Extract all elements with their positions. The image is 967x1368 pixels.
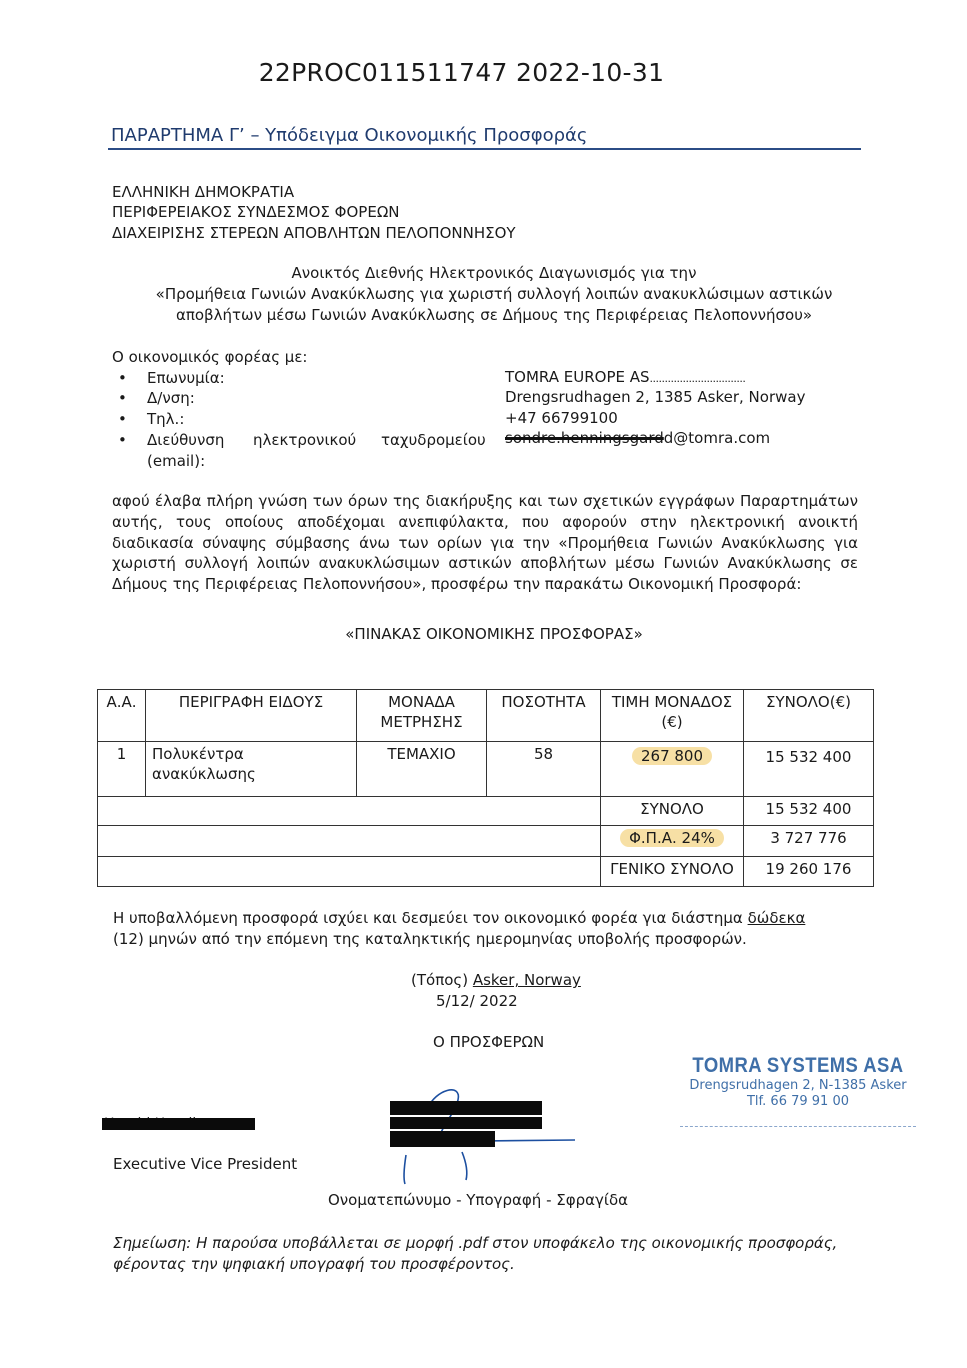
- signature-redaction-bar-2: [390, 1117, 542, 1129]
- bullet-icon: •: [118, 369, 127, 387]
- grand-total-label: ΓΕΝΙΚΟ ΣΥΝΟΛΟ: [601, 857, 744, 887]
- body-paragraph: αφού έλαβα πλήρη γνώση των όρων της διακήρυξης και των σχετικών εγγράφων Παραρτημάτων αυτής, τους οποίους αποδέχομαι ανεπιφύλακτα, που αφορούν στην ηλεκτρονική ανοικτή διαδικασία σύναψης σύμβασης άνω των ορίων για την «Προμήθεια Γωνιών Ανακύκλωσης για χωριστή συλλογή λοιπών ανακυκλώσιμων αστικών αποβλήτων μέσω Γωνιών Ανακύκλωσης σε Δήμους της Περιφέρειας Πελοποννήσου», προσφέρω την παρακάτω Οικονομική Προσφορά:: [112, 492, 858, 594]
- redacted-email-part: sondre.henningsgard: [505, 429, 664, 447]
- empty-cell: [98, 857, 601, 887]
- email-label-word-1: Διεύθυνση: [147, 431, 225, 449]
- offer-table: [97, 689, 874, 887]
- email-label-word-2: ηλεκτρονικού: [253, 431, 357, 449]
- company-stamp: TOMRA SYSTEMS ASA Drengsrudhagen 2, N-1385 Asker Tlf. 66 79 91 00: [689, 1054, 907, 1109]
- table-header-row: [98, 690, 874, 742]
- table-title: «ΠΙΝΑΚΑΣ ΟΙΚΟΝΟΜΙΚΗΣ ΠΡΟΣΦΟΡΑΣ»: [345, 625, 643, 643]
- subtotal-value: 15 532 400: [744, 797, 874, 826]
- highlighted-vat: Φ.Π.Α. 24%: [620, 829, 724, 847]
- date: 5/12/ 2022: [436, 992, 518, 1010]
- cell-unit-price: [601, 742, 744, 797]
- bullet-icon: •: [118, 431, 127, 449]
- signer-title: Executive Vice President: [113, 1155, 298, 1173]
- address-label: Δ/νση:: [147, 389, 195, 407]
- vat-label-cell: [601, 826, 744, 857]
- cell-aa: 1: [98, 742, 146, 797]
- validity-line-2: (12) μηνών από την επόμενη της καταληκτικής ημερομηνίας υποβολής προσφορών.: [113, 930, 747, 948]
- address-value: Drengsrudhagen 2, 1385 Asker, Norway: [505, 388, 806, 406]
- authority-line-1: ΕΛΛΗΝΙΚΗ ΔΗΜΟΚΡΑΤΙΑ: [112, 183, 295, 201]
- offeror-label: Ο ΠΡΟΣΦΕΡΩΝ: [433, 1033, 545, 1051]
- cell-description: Πολυκέντρα ανακύκλωσης: [146, 742, 357, 797]
- email-value: sondre.henningsgardd@tomra.com: [505, 429, 771, 447]
- document-code: 22PROC011511747 2022-10-31: [258, 58, 665, 87]
- signature-redaction-bar-1: [390, 1101, 542, 1115]
- empty-cell: [98, 826, 601, 857]
- cell-quantity: 58: [487, 742, 601, 797]
- place: (Τόπος) Asker, Norway: [411, 971, 581, 989]
- header-unit: ΜΟΝΑΔΑ ΜΕΤΡΗΣΗΣ: [357, 690, 487, 742]
- title-underline: [108, 148, 861, 150]
- phone-label: Τηλ.:: [147, 410, 185, 428]
- grand-total-row: [98, 857, 874, 887]
- tender-title-line-3: αποβλήτων μέσω Γωνιών Ανακύκλωσης σε Δήμους της Περιφέρειας Πελοποννήσου»: [175, 306, 813, 324]
- cell-total: 15 532 400: [744, 742, 874, 797]
- signature-caption: Ονοματεπώνυμο - Υπογραφή - Σφραγίδα: [328, 1191, 629, 1209]
- header-description: ΠΕΡΙΓΡΑΦΗ ΕΙΔΟΥΣ: [146, 690, 357, 742]
- header-quantity: ΠΟΣΟΤΗΤΑ: [487, 690, 601, 742]
- bullet-icon: •: [118, 410, 127, 428]
- highlighted-price: 267 800: [632, 747, 712, 765]
- name-label: Επωνυμία:: [147, 369, 225, 387]
- bullet-icon: •: [118, 389, 127, 407]
- email-label-word-3: ταχυδρομείου: [381, 431, 486, 449]
- table-row: [98, 742, 874, 797]
- header-aa: Α.Α.: [98, 690, 146, 742]
- email-label-word-4: (email):: [147, 452, 206, 470]
- operator-intro: Ο οικονομικός φορέας με:: [112, 348, 308, 366]
- signature-redaction-bar-3: [390, 1131, 495, 1147]
- cell-unit: ΤΕΜΑΧΙΟ: [357, 742, 487, 797]
- authority-line-2: ΠΕΡΙΦΕΡΕΙΑΚΟΣ ΣΥΝΔΕΣΜΟΣ ΦΟΡΕΩΝ: [112, 203, 400, 221]
- phone-value: +47 66799100: [505, 409, 618, 427]
- tender-title-line-2: «Προμήθεια Γωνιών Ανακύκλωσης για χωριστή συλλογή λοιπών ανακυκλώσιμων αστικών: [155, 285, 833, 303]
- name-redaction-bar: [102, 1118, 255, 1130]
- subtotal-row: [98, 797, 874, 826]
- authority-line-3: ΔΙΑΧΕΙΡΙΣΗΣ ΣΤΕΡΕΩΝ ΑΠΟΒΛΗΤΩΝ ΠΕΛΟΠΟΝΝΗΣΟΥ: [112, 224, 516, 242]
- subtotal-label: ΣΥΝΟΛΟ: [601, 797, 744, 826]
- stamp-border: [680, 1118, 916, 1127]
- header-total: ΣΥΝΟΛΟ(€): [744, 690, 874, 742]
- header-unit-price: ΤΙΜΗ ΜΟΝΑΔΟΣ (€): [601, 690, 744, 742]
- vat-value: 3 727 776: [744, 826, 874, 857]
- name-value: TOMRA EUROPE AS................................: [505, 368, 746, 386]
- footer-note: Σημείωση: Η παρούσα υποβάλλεται σε μορφή .pdf στον υποφάκελο της οικονομικής προσφοράς, φέροντας την ψηφιακή υπογραφή του προσφέροντος.: [113, 1234, 838, 1273]
- grand-total-value: 19 260 176: [744, 857, 874, 887]
- tender-title-line-1: Ανοικτός Διεθνής Ηλεκτρονικός Διαγωνισμός για την: [291, 264, 697, 282]
- empty-cell: [98, 797, 601, 826]
- annex-title: ΠΑΡΑΡΤΗΜΑ Γ’ – Υπόδειγμα Οικονομικής Προσφοράς: [111, 125, 588, 146]
- validity-line-1: Η υποβαλλόμενη προσφορά ισχύει και δεσμεύει τον οικονομικό φορέα για διάστημα δώδεκα: [113, 909, 806, 927]
- vat-row: [98, 826, 874, 857]
